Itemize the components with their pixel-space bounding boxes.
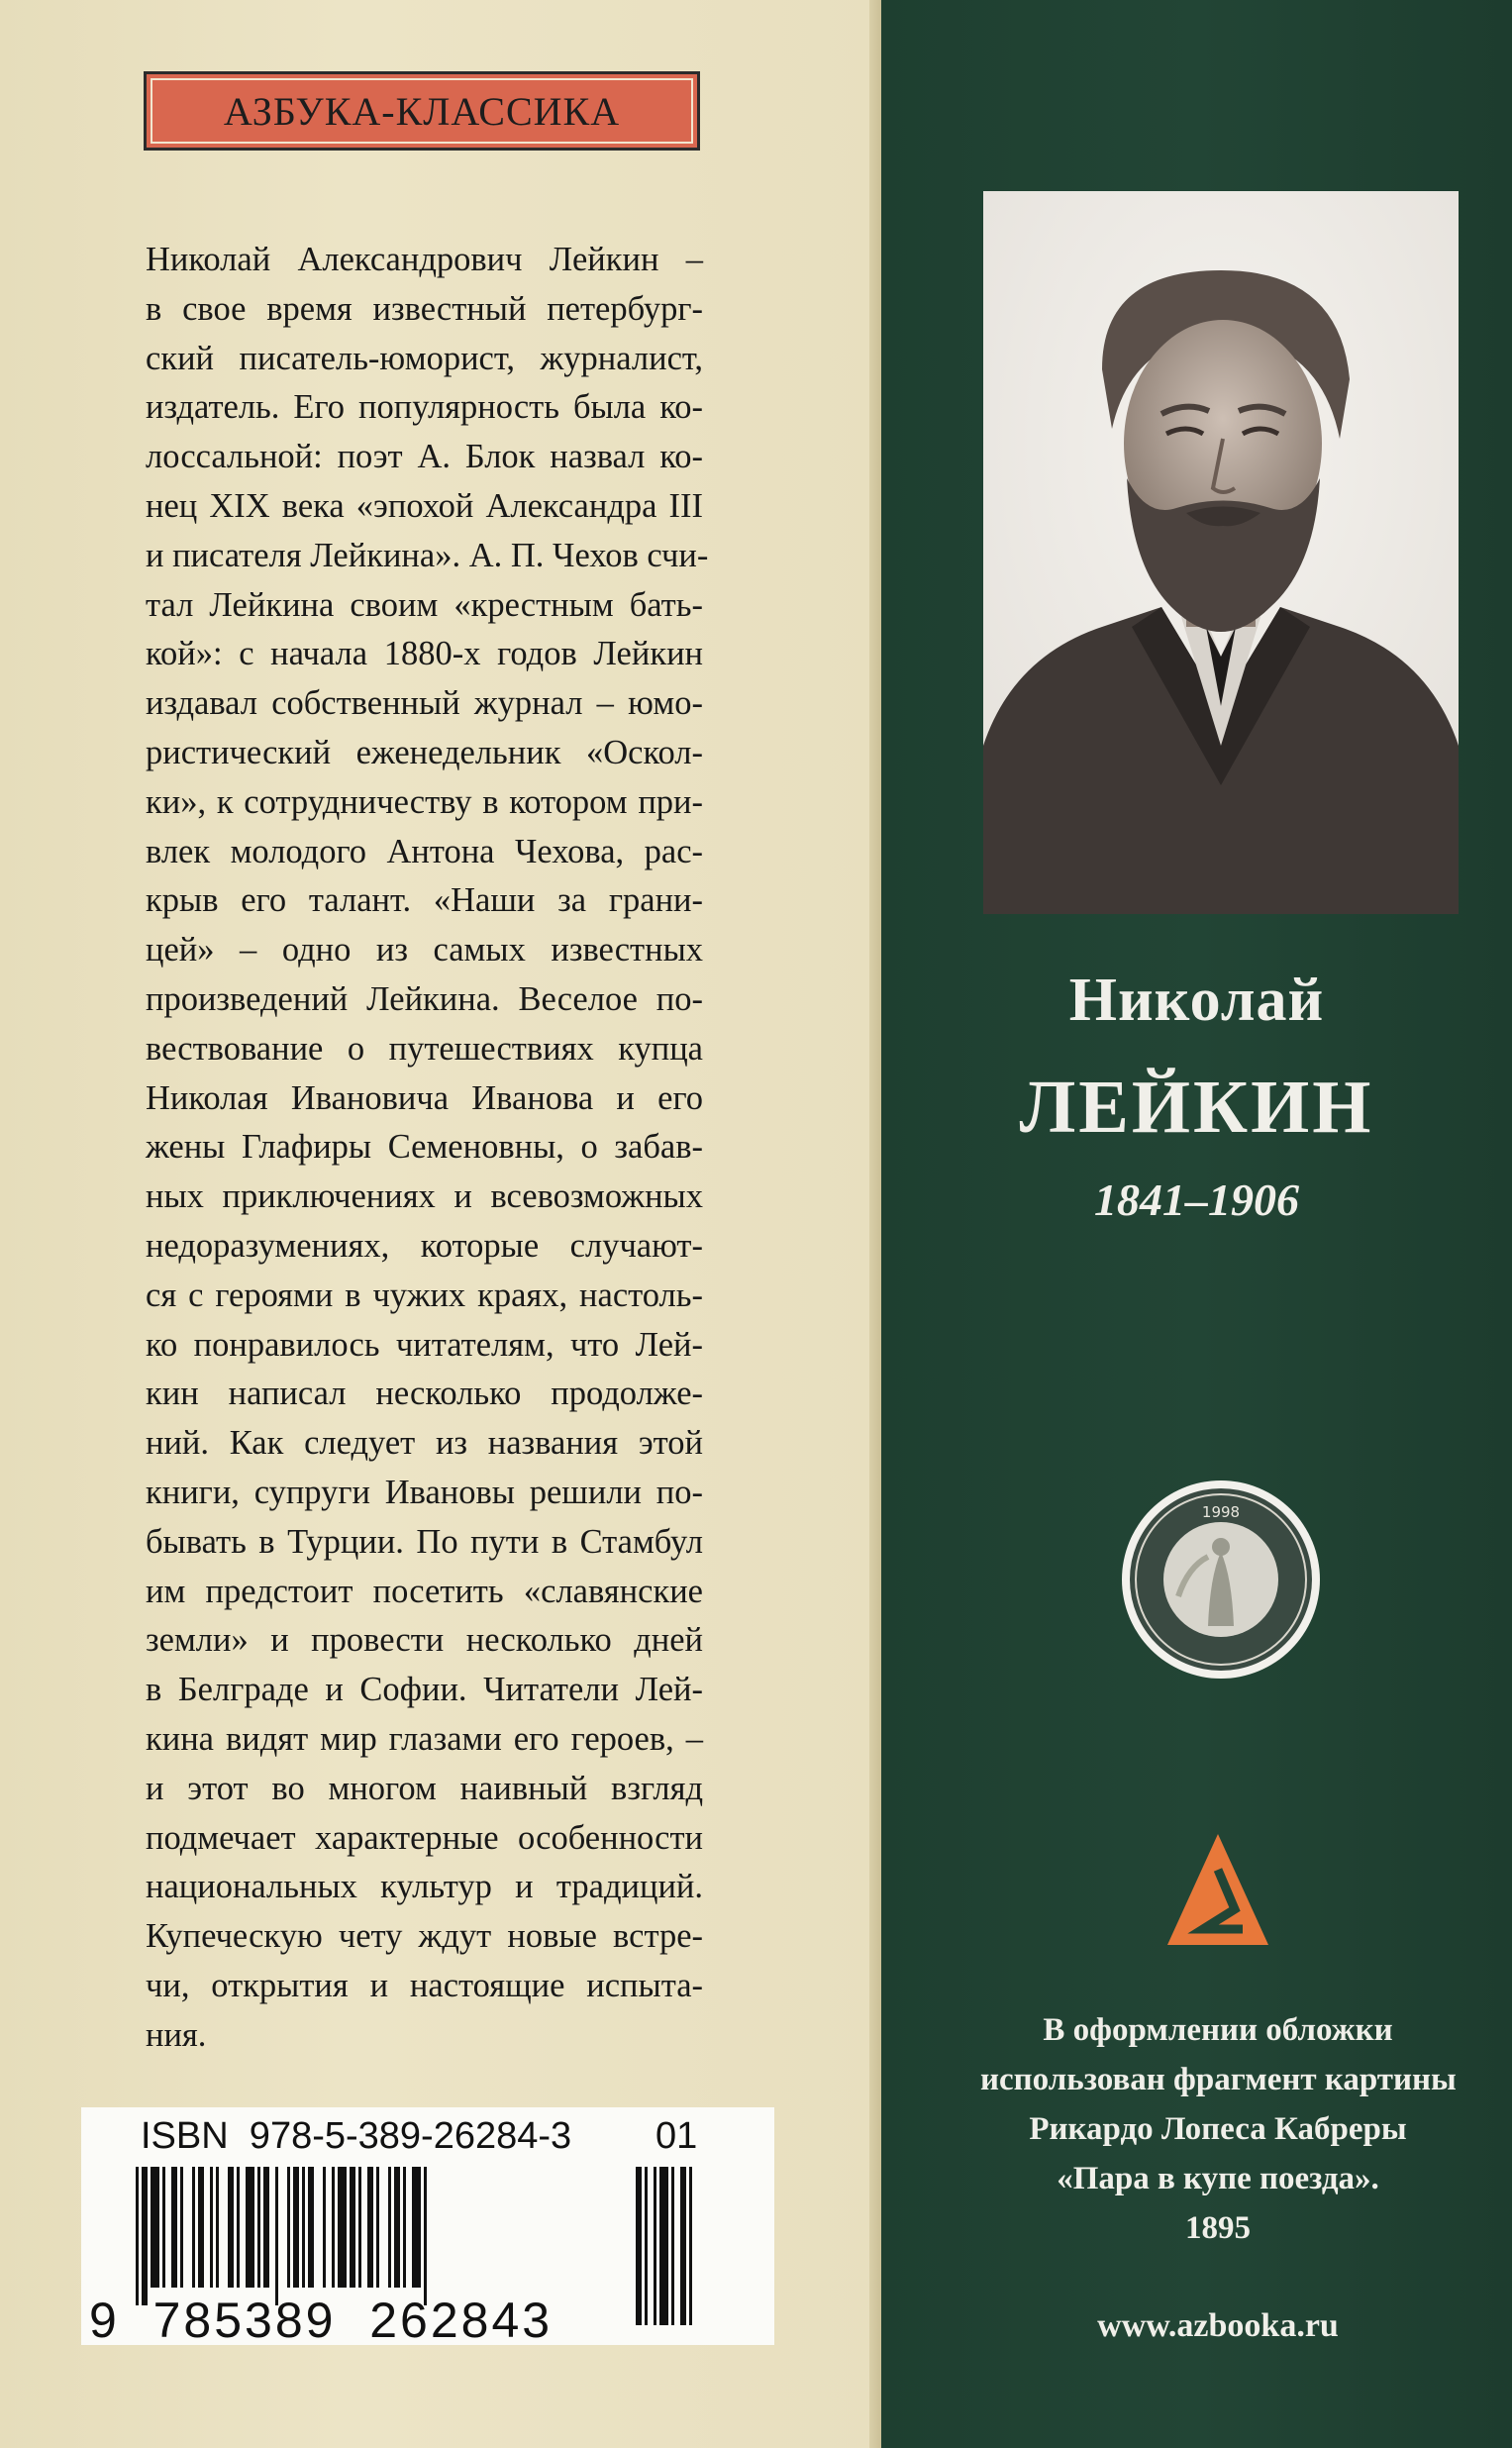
barcode-bar — [192, 2167, 195, 2288]
barcode-bar — [293, 2167, 299, 2288]
seal-medal-icon — [1119, 1478, 1323, 1682]
barcode-bar — [332, 2167, 335, 2288]
barcode-bar — [412, 2167, 421, 2288]
barcode-bar — [142, 2167, 148, 2305]
barcode-bar — [388, 2167, 391, 2288]
annotation-line: цей» – одно из самых известных — [146, 931, 703, 969]
annotation-line: ристический еженедельник «Оскол- — [146, 733, 703, 771]
annotation-line: нец XIX века «эпохой Александра III — [146, 486, 703, 525]
azbuka-triangle-icon — [1163, 1830, 1272, 1949]
author-last-name: ЛЕЙКИН — [1019, 1066, 1374, 1149]
barcode-addon-bar — [671, 2167, 674, 2325]
barcode-addon-bar — [689, 2167, 692, 2325]
annotation-line: подмечает характерные особенности — [146, 1818, 703, 1857]
barcode-bar — [308, 2167, 314, 2288]
barcode-bar — [338, 2167, 347, 2288]
barcode-bar — [136, 2167, 139, 2305]
annotation-line: национальных культур и традиций. — [146, 1868, 703, 1906]
credit-line: Рикардо Лопеса Кабреры — [1029, 2111, 1407, 2147]
svg-text:1998: 1998 — [1201, 1503, 1241, 1521]
annotation-line: лоссальной: поэт А. Блок назвал ко- — [146, 438, 703, 476]
annotation-line: ния. — [146, 2015, 207, 2054]
annotation-line: Николая Ивановича Иванова и его — [146, 1078, 703, 1117]
annotation-line: недоразумениях, которые случают- — [146, 1226, 703, 1265]
barcode-bar — [171, 2167, 177, 2288]
barcode-bar — [216, 2167, 219, 2288]
credit-line: В оформлении обложки — [1043, 2012, 1393, 2048]
isbn-number: ISBN 978-5-389-26284-3 — [141, 2115, 572, 2157]
annotation-line: и этот во многом наивный взгляд — [146, 1769, 703, 1807]
barcode-bar — [228, 2167, 234, 2288]
credit-line: 1895 — [1185, 2210, 1251, 2246]
annotation-line: Николай Александрович Лейкин – — [146, 241, 703, 278]
azbuka-logo — [1163, 1830, 1272, 1954]
annotation-line: им предстоит посетить «славянские — [146, 1572, 703, 1610]
annotation-line: ся с героями в чужих краях, настоль- — [146, 1275, 703, 1314]
annotation-line: ко понравилось читателям, что Лей- — [146, 1325, 703, 1364]
barcode-bar — [257, 2167, 260, 2288]
annotation-line: Купеческую чету ждут новые встре- — [146, 1917, 703, 1956]
annotation-line: произведений Лейкина. Веселое по- — [146, 979, 703, 1018]
author-portrait-image — [983, 191, 1459, 914]
book-annotation — [146, 236, 709, 2060]
annotation-line: крыв его талант. «Наши за грани- — [146, 881, 703, 920]
isbn-barcode — [81, 2107, 774, 2348]
annotation-line: в свое время известный петербург- — [146, 289, 703, 328]
barcode-addon-bar — [659, 2167, 668, 2325]
barcode-bar — [275, 2167, 278, 2305]
barcode-bar — [350, 2167, 355, 2288]
annotation-line: и писателя Лейкина». А. П. Чехов счи- — [146, 536, 709, 574]
barcode-bar — [394, 2167, 400, 2288]
barcode-bar — [246, 2167, 254, 2288]
author-first-name: Николай — [1068, 967, 1325, 1034]
annotation-line: в Белграде и Софии. Читатели Лей- — [146, 1671, 703, 1709]
annotation-line: книги, супруги Ивановы решили по- — [146, 1473, 703, 1511]
barcode-bar — [403, 2167, 406, 2288]
barcode-bar — [376, 2167, 379, 2288]
annotation-line: бывать в Турции. По пути в Стамбул — [146, 1522, 703, 1561]
annotation-line: ний. Как следует из названия этой — [146, 1424, 703, 1463]
author-portrait — [983, 191, 1459, 914]
barcode-bar — [263, 2167, 269, 2288]
barcode-bar — [210, 2167, 213, 2288]
author-life-years: 1841–1906 — [1094, 1174, 1299, 1225]
barcode-bar — [323, 2167, 326, 2288]
barcode-bar — [424, 2167, 427, 2305]
series-label: АЗБУКА-КЛАССИКА — [151, 78, 693, 144]
annotation-line: кина видят мир глазами его героев, – — [146, 1719, 703, 1758]
annotation-line: тал Лейкина своим «крестным бать- — [146, 585, 703, 624]
barcode-addon-bar — [654, 2167, 656, 2325]
ean-digits: 9 785389 262843 — [89, 2293, 554, 2348]
barcode-bar — [302, 2167, 305, 2288]
barcode-bar — [358, 2167, 361, 2288]
annotation-line: ский писатель-юморист, журналист, — [146, 339, 703, 377]
barcode-bar — [367, 2167, 373, 2288]
barcode-addon-bar — [680, 2167, 686, 2325]
barcode-bar — [198, 2167, 204, 2288]
publisher-website: www.azbooka.ru — [1097, 2307, 1339, 2344]
annotation-line: чи, открытия и настоящие испыта- — [146, 1966, 703, 2004]
cover-art-credit — [980, 2005, 1456, 2253]
annotation-line: ки», к сотрудничеству в котором при- — [146, 782, 703, 821]
public-recognition-seal — [1119, 1478, 1323, 1686]
series-label-box — [144, 71, 700, 151]
annotation-line: вествование о путешествиях купца — [146, 1029, 703, 1068]
annotation-line: издатель. Его популярность была ко- — [146, 388, 703, 427]
annotation-line: ных приключениях и всевозможных — [146, 1177, 703, 1216]
barcode-bar — [162, 2167, 165, 2288]
barcode-addon-bar — [636, 2167, 642, 2325]
credit-line: «Пара в купе поезда». — [1057, 2161, 1379, 2196]
credit-line: использован фрагмент картины — [980, 2062, 1457, 2097]
barcode-addon-code: 01 — [655, 2115, 698, 2157]
annotation-line: влек молодого Антона Чехова, рас- — [146, 832, 703, 870]
barcode-bar — [151, 2167, 159, 2288]
barcode-addon-bar — [645, 2167, 648, 2325]
annotation-line: кой»: с начала 1880-х годов Лейкин — [146, 635, 703, 673]
annotation-line: жены Глафиры Семеновны, о забав- — [146, 1128, 703, 1167]
barcode-bar — [287, 2167, 290, 2288]
barcode-bar — [180, 2167, 183, 2288]
annotation-line: кин написал несколько продолже- — [146, 1375, 703, 1413]
annotation-line: земли» и провести несколько дней — [146, 1621, 703, 1660]
barcode-bar — [237, 2167, 240, 2288]
annotation-line: издавал собственный журнал – юмо- — [146, 684, 703, 723]
